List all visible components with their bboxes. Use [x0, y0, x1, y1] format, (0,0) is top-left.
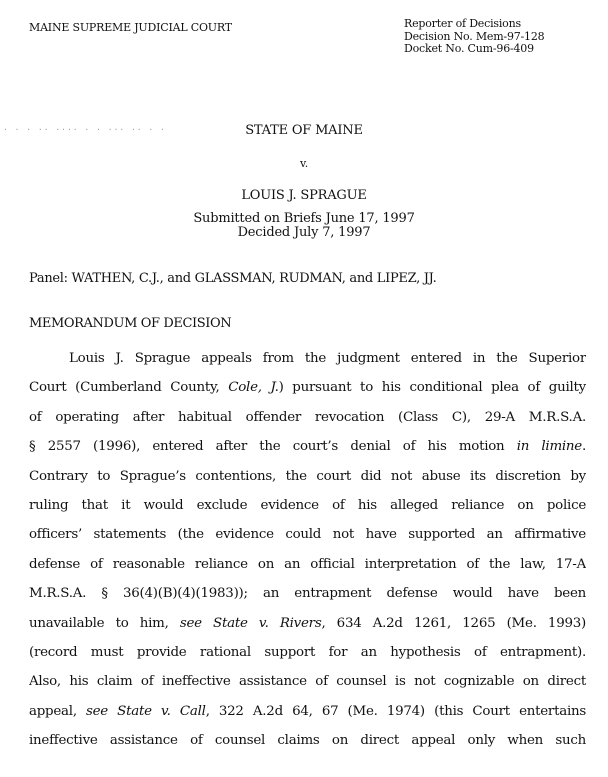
body-line: Court (Cumberland County, Cole, J.) pursuant to his conditional plea of guilty	[29, 380, 586, 396]
opinion-body	[29, 344, 586, 755]
reporter-label: Reporter of Decisions	[404, 17, 521, 30]
submitted-date: Submitted on Briefs June 17, 1997	[193, 211, 415, 226]
body-line: Also, his claim of ineffective assistance of counsel is not cognizable on direct	[29, 674, 586, 690]
decision-number: Decision No. Mem-97-128	[404, 29, 545, 43]
body-line: unavailable to him, see State v. Rivers, 634 A.2d 1261, 1265 (Me. 1993)	[29, 615, 586, 631]
decided-date: Decided July 7, 1997	[237, 225, 371, 240]
body-line: ruling that it would exclude evidence of his alleged reliance on police	[29, 497, 586, 513]
italic-citation: in limine	[516, 439, 582, 455]
scan-noise: · · · ·· ···· · · ··· ·· · ·	[3, 125, 166, 134]
body-line: M.R.S.A. § 36(4)(B)(4)(1983)); an entrapment defense would have been	[29, 586, 586, 602]
court-name: MAINE SUPREME JUDICIAL COURT	[29, 21, 232, 34]
italic-citation: Cole, J.	[228, 380, 279, 396]
body-line: Contrary to Sprague’s contentions, the court did not abuse its discretion by	[29, 468, 586, 484]
docket-number: Docket No. Cum-96-409	[404, 42, 534, 55]
section-title: MEMORANDUM OF DECISION	[29, 316, 232, 331]
body-line: § 2557 (1996), entered after the court’s denial of his motion in limine.	[29, 439, 586, 455]
case-plaintiff: STATE OF MAINE	[245, 123, 363, 138]
panel-judges: Panel: WATHEN, C.J., and GLASSMAN, RUDMAN, and LIPEZ, JJ.	[29, 271, 437, 286]
body-line: of operating after habitual offender revocation (Class C), 29-A M.R.S.A.	[29, 409, 586, 425]
body-line: ineffective assistance of counsel claims on direct appeal only when such	[29, 733, 586, 749]
italic-citation: see State v. Call	[86, 703, 206, 719]
italic-citation: see State v. Rivers	[179, 615, 322, 631]
body-line: (record must provide rational support for an hypothesis of entrapment).	[29, 644, 586, 660]
body-line: officers’ statements (the evidence could not have supported an affirmative	[29, 527, 586, 543]
case-versus: v.	[299, 157, 308, 170]
date-block	[0, 212, 608, 240]
reporter-block	[404, 18, 544, 56]
case-defendant: LOUIS J. SPRAGUE	[241, 188, 367, 203]
body-line: appeal, see State v. Call, 322 A.2d 64, 67 (Me. 1974) (this Court entertains	[29, 703, 586, 719]
body-line: defense of reasonable reliance on an official interpretation of the law, 17-A	[29, 556, 586, 572]
body-line: Louis J. Sprague appeals from the judgment entered in the Superior	[69, 351, 586, 366]
